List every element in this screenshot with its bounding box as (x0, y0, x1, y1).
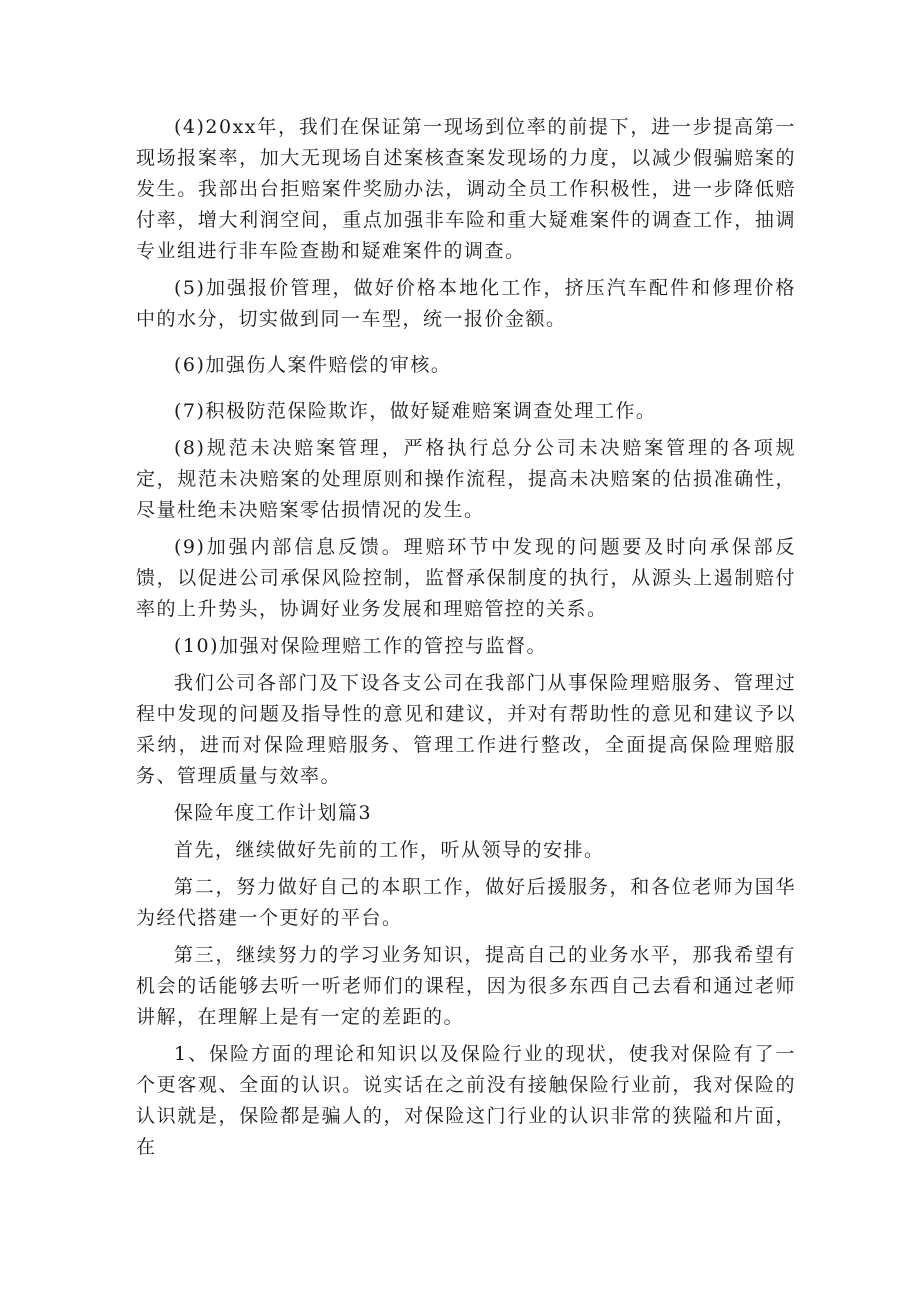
paragraph-item-6: (6)加强伤人案件赔偿的审核。 (174, 354, 452, 376)
paragraph-item-7: (7)积极防范保险欺诈，做好疑难赔案调查处理工作。 (174, 400, 657, 422)
section-paragraph-first: 首先，继续做好先前的工作，听从领导的安排。 (174, 839, 605, 861)
paragraph-item-9: (9)加强内部信息反馈。理赔环节中发现的问题要及时向承保部反馈，以促进公司承保风险控制，监督承保制度的执行，从源头上遏制赔付率的上升势头，协调好业务发展和理赔管控的关系。 (136, 536, 796, 620)
section-paragraph-second: 第二，努力做好自己的本职工作，做好后援服务，和各位老师为国华为经代搭建一个更好的平台。 (136, 876, 796, 929)
paragraph-item-10: (10)加强对保险理赔工作的管控与监督。 (174, 635, 548, 657)
section-title: 保险年度工作计划篇3 (174, 802, 373, 824)
paragraph-item-4: (4)20xx年，我们在保证第一现场到位率的前提下，进一步提高第一现场报案率，加大无现场自述案核查案发现场的力度，以减少假骗赔案的发生。我部出台拒赔案件奖励办法，调动全员工作积极性，进一步降低赔付率，增大利润空间，重点加强非车险和重大疑难案件的调查工作，抽调专业组进行非车险查勘和疑难案件的调查。 (136, 116, 796, 262)
section-paragraph-third: 第三，继续努力的学习业务知识，提高自己的业务水平，那我希望有机会的话能够去听一听老师们的课程，因为很多东西自己去看和通过老师讲解，在理解上是有一定的差距的。 (136, 944, 796, 1028)
document-body (136, 112, 796, 1163)
paragraph-summary: 我们公司各部门及下设各支公司在我部门从事保险理赔服务、管理过程中发现的问题及指导性的意见和建议，并对有帮助性的意见和建议予以采纳，进而对保险理赔服务、管理工作进行整改，全面提高保险理赔服务、管理质量与效率。 (136, 672, 796, 787)
paragraph-item-5: (5)加强报价管理，做好价格本地化工作，挤压汽车配件和修理价格中的水分，切实做到同一车型，统一报价金额。 (136, 277, 796, 330)
section-paragraph-numbered-1: 1、保险方面的理论和知识以及保险行业的现状，使我对保险有了一个更客观、全面的认识。说实话在之前没有接触保险行业前，我对保险的认识就是，保险都是骗人的，对保险这门行业的认识非常的狭隘和片面，在 (136, 1043, 796, 1158)
paragraph-item-8: (8)规范未决赔案管理，严格执行总分公司未决赔案管理的各项规定，规范未决赔案的处理原则和操作流程，提高未决赔案的估损准确性，尽量杜绝未决赔案零估损情况的发生。 (136, 437, 796, 521)
